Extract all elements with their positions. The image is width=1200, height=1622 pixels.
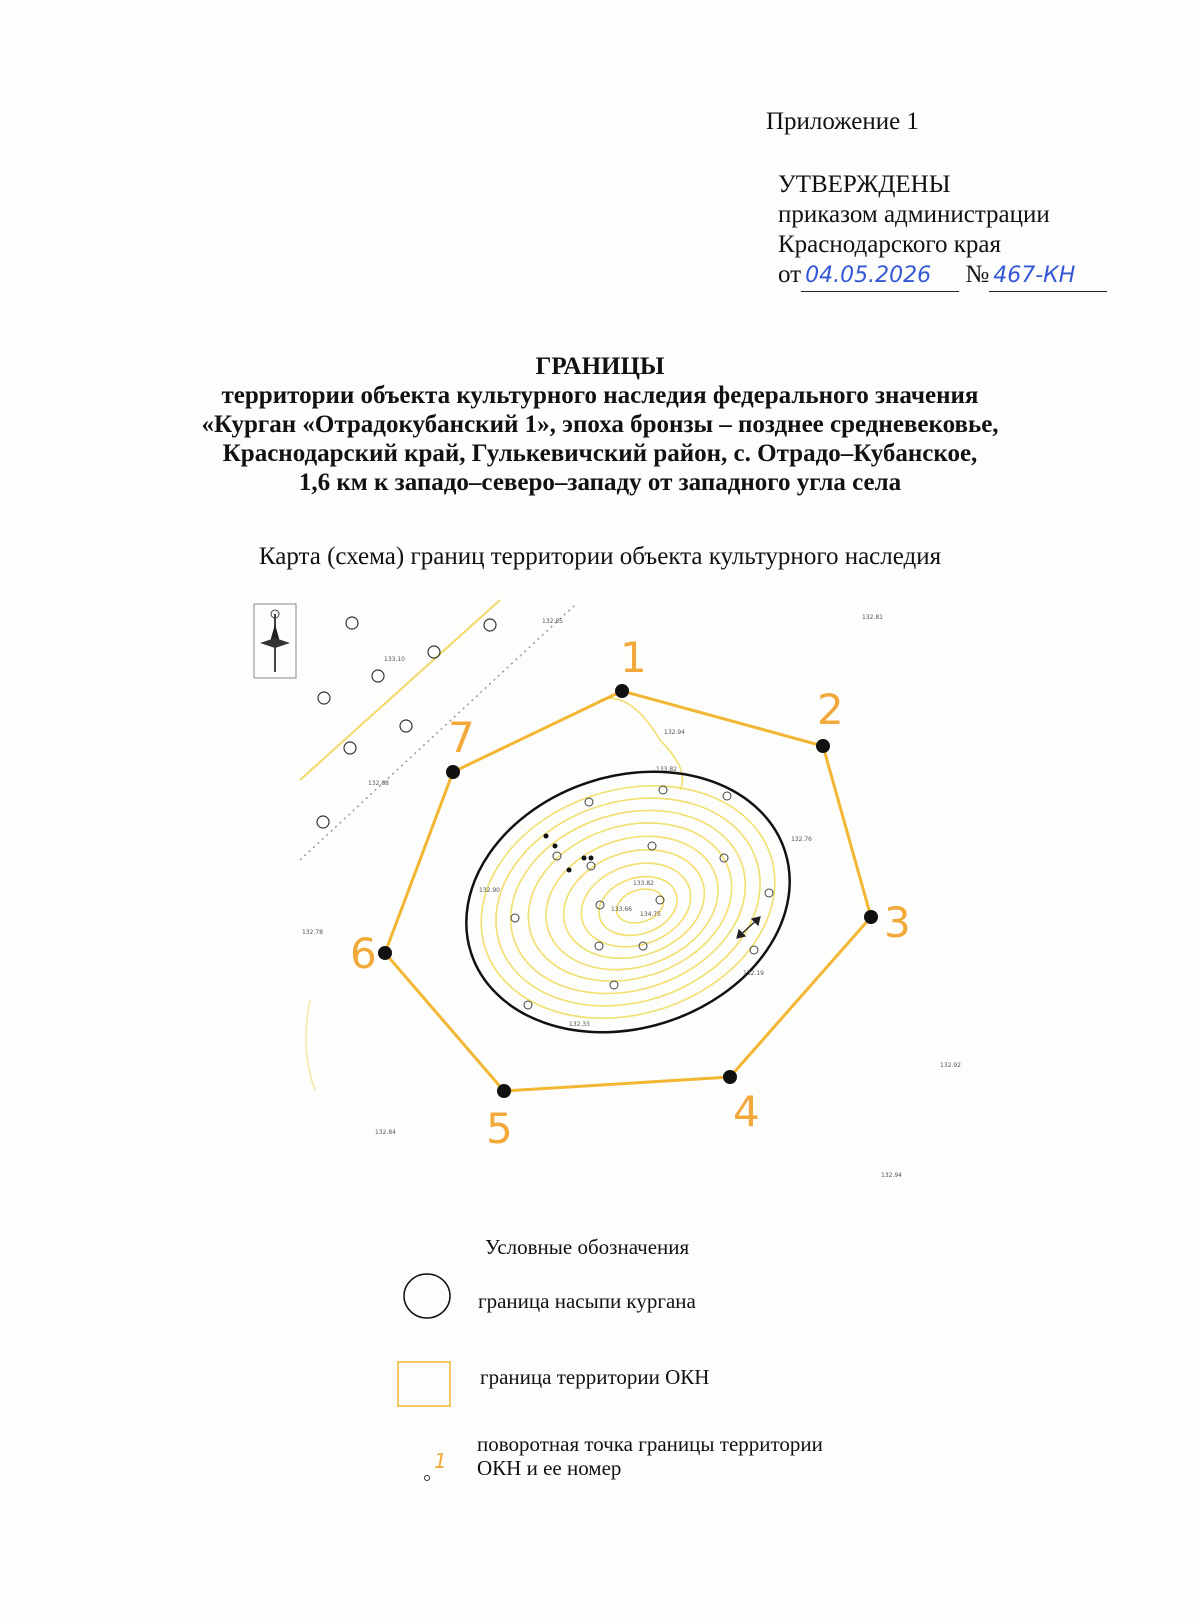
elevation-label: 132.81: [862, 614, 883, 621]
elevation-label: 132.84: [375, 1129, 396, 1136]
legend-turn-point-symbol: [425, 1449, 447, 1481]
legend-turn-point-line-1: поворотная точка границы территории: [477, 1432, 823, 1456]
legend-mound-symbol: [404, 1274, 450, 1318]
elevation-label: 132.85: [542, 618, 563, 625]
map-caption: Карта (схема) границ территории объекта культурного наследия: [258, 543, 942, 570]
legend-turn-point-label: [477, 1432, 823, 1480]
elevation-label: 132.90: [479, 887, 500, 894]
elevation-labels: [302, 614, 961, 1179]
legend-turn-point-line-2: ОКН и ее номер: [477, 1456, 622, 1480]
title-heading: ГРАНИЦЫ: [535, 353, 665, 380]
elevation-label: 132.33: [569, 1021, 590, 1028]
turn-point-2: [816, 739, 830, 753]
title-line-1: территории объекта культурного наследия федерального значения: [221, 382, 979, 409]
legend-title: Условные обозначения: [485, 1235, 690, 1259]
turn-point-number-5: 5: [486, 1104, 513, 1153]
turn-point-1: [615, 684, 629, 698]
handwritten-number: 467-КН: [989, 261, 1107, 292]
legend-territory-label: граница территории ОКН: [480, 1365, 710, 1389]
handwritten-date: 04.05.2026: [801, 261, 959, 292]
title-line-2: «Курган «Отрадокубанский 1», эпоха бронзы – позднее средневековье,: [201, 411, 999, 438]
compass-icon: [254, 604, 296, 678]
elevation-label: 132.92: [940, 1062, 961, 1069]
turn-point-number-1: 1: [620, 633, 647, 682]
turn-point-7: [446, 765, 460, 779]
turn-point-number-7: 7: [448, 713, 475, 762]
approved-heading: УТВЕРЖДЕНЫ: [778, 171, 951, 198]
elevation-label: 134.75: [640, 911, 661, 918]
elevation-label: 132.88: [368, 780, 389, 787]
elevation-label: 132.94: [664, 729, 685, 736]
approved-region-line: Краснодарского края: [778, 231, 1001, 258]
elevation-label: 132.78: [302, 929, 323, 936]
from-label: от: [778, 261, 802, 288]
turn-point-6: [378, 946, 392, 960]
elevation-label: 133.66: [611, 906, 632, 913]
appendix-label: Приложение 1: [766, 108, 919, 135]
turn-point-3: [864, 910, 878, 924]
title-line-3: Краснодарский край, Гулькевичский район, с. Отрадо–Кубанское,: [222, 440, 978, 467]
approved-order-line: приказом администрации: [778, 201, 1050, 228]
title-line-4: 1,6 км к западо–северо–западу от западного угла села: [298, 469, 902, 496]
elevation-label: 133.10: [384, 656, 405, 663]
elevation-label: 132.76: [791, 836, 812, 843]
survey-marks: [511, 786, 773, 1009]
scale-arrow: [737, 917, 760, 938]
legend-mound-label: граница насыпи кургана: [478, 1289, 696, 1313]
turn-point-5: [497, 1084, 511, 1098]
turn-point-number-4: 4: [733, 1087, 760, 1136]
elevation-label: 133.82: [633, 880, 654, 887]
number-sign: №: [965, 261, 990, 288]
legend-territory-symbol: [398, 1362, 450, 1406]
turn-point-number-6: 6: [350, 929, 377, 978]
elevation-label: 132.19: [743, 970, 764, 977]
elevation-label: 132.94: [881, 1172, 902, 1179]
elevation-label: 133.82: [656, 766, 677, 773]
legend-turn-point-number: 1: [434, 1449, 447, 1473]
road-lines: [300, 600, 575, 1090]
mound-boundary: [432, 731, 824, 1073]
turn-point-number-3: 3: [884, 898, 911, 947]
turn-point-4: [723, 1070, 737, 1084]
turn-point-number-2: 2: [817, 685, 844, 734]
survey-dots: [544, 834, 594, 873]
